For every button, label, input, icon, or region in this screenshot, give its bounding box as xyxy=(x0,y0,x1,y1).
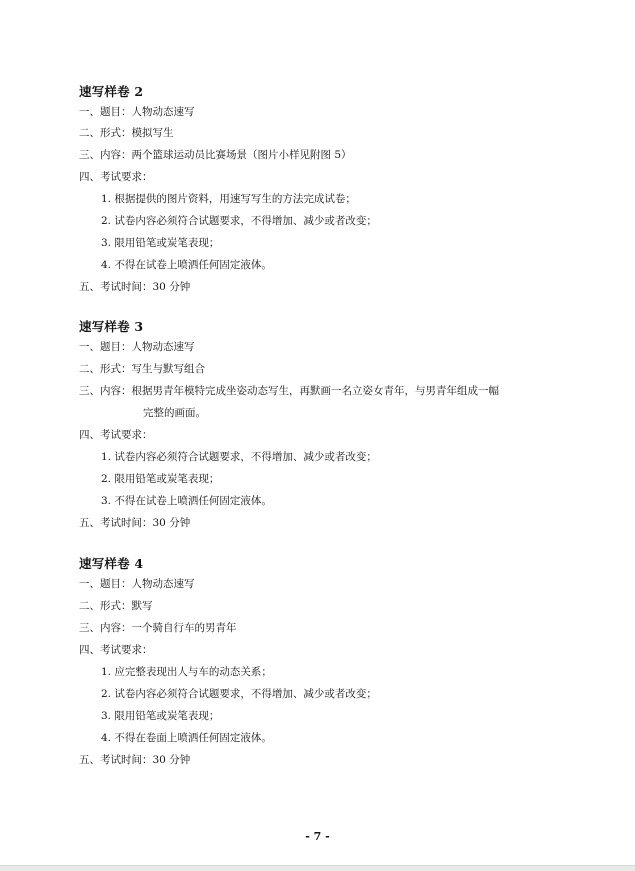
requirement-item: 4. 不得在试卷上喷洒任何固定液体。 xyxy=(101,259,272,271)
format-line: 二、形式：默写 xyxy=(79,600,153,612)
content-line: 三、内容：一个骑自行车的男青年 xyxy=(79,622,237,634)
page-bottom-edge xyxy=(0,865,635,871)
section-title: 速写样卷 3 xyxy=(79,319,144,334)
question-line: 一、题目：人物动态速写 xyxy=(79,341,195,353)
question-line: 一、题目：人物动态速写 xyxy=(79,106,195,118)
requirement-item: 3. 不得在试卷上喷洒任何固定液体。 xyxy=(101,495,272,507)
requirement-item: 3. 限用铅笔或炭笔表现； xyxy=(101,237,220,249)
requirement-item: 2. 试卷内容必须符合试题要求，不得增加、减少或者改变； xyxy=(101,688,377,700)
requirement-item: 3. 限用铅笔或炭笔表现； xyxy=(101,710,220,722)
requirement-item: 1. 根据提供的图片资料，用速写写生的方法完成试卷； xyxy=(101,193,356,205)
requirement-item: 1. 试卷内容必须符合试题要求，不得增加、减少或者改变； xyxy=(101,451,377,463)
requirements-heading: 四、考试要求： xyxy=(79,429,153,441)
format-line: 二、形式：模拟写生 xyxy=(79,127,174,139)
requirement-item: 1. 应完整表现出人与车的动态关系； xyxy=(101,666,272,678)
section-title: 速写样卷 4 xyxy=(79,556,144,571)
section-title: 速写样卷 2 xyxy=(79,84,144,99)
requirements-heading: 四、考试要求： xyxy=(79,644,153,656)
exam-time-line: 五、考试时间：30 分钟 xyxy=(79,281,191,293)
question-line: 一、题目：人物动态速写 xyxy=(79,578,195,590)
requirement-item: 4. 不得在卷面上喷洒任何固定液体。 xyxy=(101,732,272,744)
requirement-item: 2. 限用铅笔或炭笔表现； xyxy=(101,473,220,485)
requirements-heading: 四、考试要求： xyxy=(79,171,153,183)
content-line: 三、内容：两个篮球运动员比赛场景（图片小样见附图 5） xyxy=(79,149,352,161)
content-line: 三、内容：根据男青年模特完成坐姿动态写生，再默画一名立姿女青年，与男青年组成一幅 xyxy=(79,385,499,397)
requirement-item: 2. 试卷内容必须符合试题要求，不得增加、减少或者改变； xyxy=(101,215,377,227)
exam-time-line: 五、考试时间：30 分钟 xyxy=(79,754,191,766)
page-number: - 7 - xyxy=(305,830,330,843)
content-line-continued: 完整的画面。 xyxy=(143,407,206,419)
format-line: 二、形式：写生与默写组合 xyxy=(79,363,205,375)
exam-time-line: 五、考试时间：30 分钟 xyxy=(79,517,191,529)
